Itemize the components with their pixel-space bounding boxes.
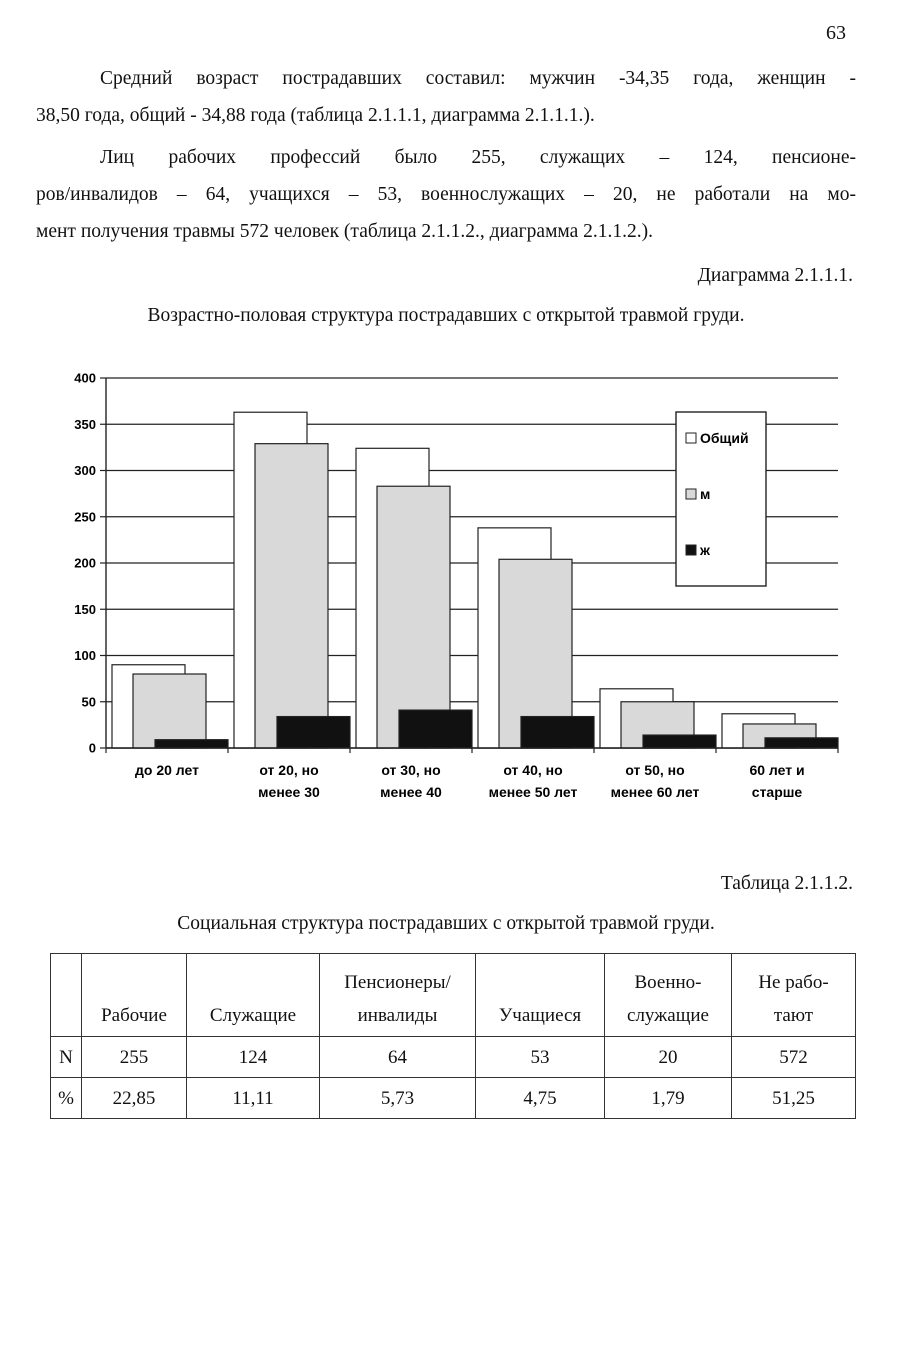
table-cell: % xyxy=(51,1078,82,1119)
page-number: 63 xyxy=(826,22,846,44)
paragraph-1 xyxy=(36,60,856,134)
table-label: Таблица 2.1.1.2. xyxy=(720,873,853,894)
social-structure-table xyxy=(50,953,856,1119)
bar-female xyxy=(643,735,716,748)
table-cell: N xyxy=(51,1037,82,1078)
paragraph-2 xyxy=(36,139,856,250)
table-cell: 20 xyxy=(605,1037,732,1078)
paragraph-1-line-1: Средний возраст пострадавших составил: мужчин -34,35 года, женщин - xyxy=(100,68,856,89)
paragraph-2-line-2: ров/инвалидов – 64, учащихся – 53, военнослужащих – 20, не работали на мо- xyxy=(36,184,856,205)
bar-female xyxy=(765,738,838,748)
x-tick-label: менее 30 xyxy=(258,784,320,800)
y-tick-label: 250 xyxy=(74,509,96,525)
paragraph-2-line-3: мент получения травмы 572 человек (таблица 2.1.1.2., диаграмма 2.1.1.2.). xyxy=(36,221,654,242)
legend-label: м xyxy=(700,486,711,502)
diagram-title: Возрастно-половая структура пострадавших с открытой травмой груди. xyxy=(147,305,745,326)
table-cell: 255 xyxy=(82,1037,187,1078)
y-tick-label: 0 xyxy=(88,740,96,756)
table-row-percent xyxy=(51,1078,856,1119)
x-tick-label: от 40, но xyxy=(503,762,563,778)
bar-male xyxy=(377,486,450,748)
table-cell: 1,79 xyxy=(605,1078,732,1119)
diagram-label: Диаграмма 2.1.1.1. xyxy=(697,265,853,286)
y-tick-label: 350 xyxy=(74,416,96,432)
header-cell-pensioners: Пенсионеры/ инвалиды xyxy=(320,954,476,1037)
age-sex-chart xyxy=(50,362,850,812)
bar-female xyxy=(521,717,594,748)
table-cell: 124 xyxy=(187,1037,320,1078)
bar-male xyxy=(255,444,328,748)
y-tick-label: 150 xyxy=(74,601,96,617)
table-cell: 53 xyxy=(476,1037,605,1078)
header-cell-blank xyxy=(51,954,82,1037)
table-title: Социальная структура пострадавших с открытой травмой груди. xyxy=(177,913,715,934)
header-cell-students: Учащиеся xyxy=(476,954,605,1037)
table-cell: 11,11 xyxy=(187,1078,320,1119)
legend-swatch xyxy=(686,545,696,555)
bar-female xyxy=(155,740,228,748)
table-cell: 51,25 xyxy=(732,1078,856,1119)
x-tick-label: от 30, но xyxy=(381,762,441,778)
y-tick-label: 50 xyxy=(81,694,96,710)
legend-swatch xyxy=(686,433,696,443)
table-cell: 64 xyxy=(320,1037,476,1078)
x-tick-label: менее 50 лет xyxy=(488,784,578,800)
table-cell: 4,75 xyxy=(476,1078,605,1119)
header-cell-workers: Рабочие xyxy=(82,954,187,1037)
y-tick-label: 200 xyxy=(74,555,96,571)
y-tick-label: 300 xyxy=(74,463,96,478)
paragraph-1-line-2: 38,50 года, общий - 34,88 года (таблица 2.1.1.1, диаграмма 2.1.1.1.). xyxy=(36,105,595,126)
x-tick-label: от 20, но xyxy=(259,762,319,778)
legend-swatch xyxy=(686,489,696,499)
header-cell-unemployed: Не рабо- тают xyxy=(732,954,856,1037)
bar-female xyxy=(277,717,350,748)
table-header-row xyxy=(51,954,856,1037)
x-tick-label: менее 60 лет xyxy=(610,784,700,800)
legend-label: ж xyxy=(700,542,710,558)
bar-male xyxy=(133,674,206,748)
x-tick-label: от 50, но xyxy=(625,762,685,778)
header-cell-military: Военно- служащие xyxy=(605,954,732,1037)
legend-label: Общий xyxy=(700,430,749,446)
table-cell: 572 xyxy=(732,1037,856,1078)
table-row-count xyxy=(51,1037,856,1078)
y-tick-label: 400 xyxy=(74,370,96,386)
table-cell: 5,73 xyxy=(320,1078,476,1119)
x-tick-label: 60 лет и xyxy=(749,762,805,778)
x-tick-label: старше xyxy=(751,784,803,800)
y-tick-label: 100 xyxy=(74,648,96,663)
table-cell: 22,85 xyxy=(82,1078,187,1119)
paragraph-2-line-1: Лиц рабочих профессий было 255, служащих – 124, пенсионе- xyxy=(100,147,856,168)
bar-female xyxy=(399,710,472,748)
header-cell-employees: Служащие xyxy=(187,954,320,1037)
x-tick-label: до 20 лет xyxy=(135,762,199,778)
x-tick-label: менее 40 xyxy=(380,784,442,800)
